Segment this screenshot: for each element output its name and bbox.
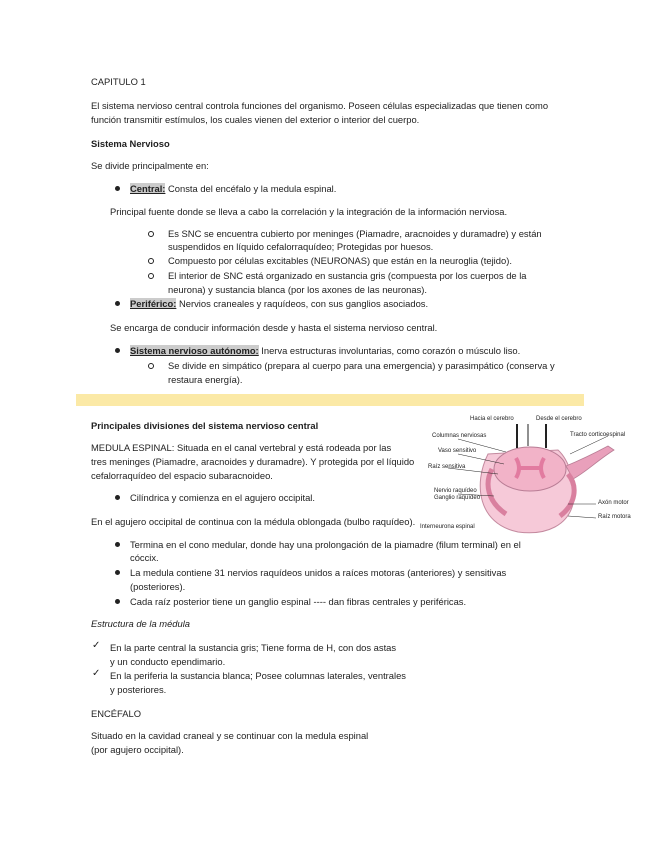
bullet <box>115 599 120 604</box>
circle-bullet <box>148 273 154 279</box>
medula-line-1: MEDULA ESPINAL: Situada en el canal vertebral y está rodeada por las <box>91 442 392 453</box>
central-item-1a: Es SNC se encuentra cubierto por meninges (Piamadre, aracnoides y duramadre) y están <box>168 228 542 239</box>
fig-label: Interneurona espinal <box>420 524 475 530</box>
highlight-band <box>76 394 584 406</box>
bullet <box>115 542 120 547</box>
central-item-2: Compuesto por células excitables (NEURONAS) que están en la neuroglia (tejido). <box>168 255 512 266</box>
spinal-cord-figure <box>418 414 648 538</box>
heading-sistema-nervioso: Sistema Nervioso <box>91 138 170 149</box>
medula-item-2a: La medula contiene 31 nervios raquídeos unidos a raíces motoras (anteriores) y sensitivas <box>130 567 507 578</box>
check-item-1a: En la parte central la sustancia gris; Tiene forma de H, con dos astas <box>110 642 397 653</box>
central-item-3b: neurona) y sustancia blanca (por los axones de las neuronas). <box>168 284 428 295</box>
check-item-2b: y posteriores. <box>110 684 167 695</box>
fig-label: Raíz sensitiva <box>428 464 466 470</box>
circle-bullet <box>148 231 154 237</box>
autonomo-item-1b: restaura energía). <box>168 374 243 385</box>
fig-label: Vaso sensitivo <box>438 448 477 454</box>
central-item-1b: suspendidos en líquido cefalorraquídeo; Protegidas por huesos. <box>168 241 434 252</box>
circle-bullet <box>148 363 154 369</box>
bullet <box>115 495 120 500</box>
autonomo-line <box>130 345 520 356</box>
fig-label: Raíz motora <box>598 514 631 520</box>
medula-item-1a: Termina en el cono medular, donde hay una prolongación de la piamadre (filum terminal) en el <box>130 539 521 550</box>
medula-line-3: cefalorraquídeo del espacio subaracnoideo. <box>91 470 273 481</box>
periferico-line <box>130 298 428 309</box>
encefalo-heading: ENCÉFALO <box>91 708 142 719</box>
heading-divisiones: Principales divisiones del sistema nervioso central <box>91 420 319 431</box>
autonomo-label: Sistema nervioso autónomo: <box>130 345 259 356</box>
bullet <box>115 348 120 353</box>
encefalo-line-2: (por agujero occipital). <box>91 744 184 755</box>
check-item-2a: En la periferia la sustancia blanca; Posee columnas laterales, ventrales <box>110 670 406 681</box>
divides-text: Se divide principalmente en: <box>91 160 209 171</box>
medula-item-3: Cada raíz posterior tiene un ganglio espinal ---- dan fibras centrales y periféricas. <box>130 596 467 607</box>
fig-label: Tracto corticoespinal <box>570 432 626 438</box>
circle-bullet <box>148 258 154 264</box>
intro-line-1: El sistema nervioso central controla funciones del organismo. Poseen células especializadas que tienen como <box>91 100 549 111</box>
medula-bullet: Cilíndrica y comienza en el agujero occipital. <box>130 492 315 503</box>
central-line <box>130 183 336 194</box>
central-label: Central: <box>130 183 166 194</box>
central-item-3a: El interior de SNC está organizado en sustancia gris (compuesta por los cuerpos de la <box>168 270 527 281</box>
central-sub: Principal fuente donde se lleva a cabo la correlación y la integración de la información nerviosa. <box>110 206 508 217</box>
fig-label: Columnas nerviosas <box>432 433 487 439</box>
fig-label: Axón motor <box>598 500 629 506</box>
periferico-sub: Se encarga de conducir información desde y hasta el sistema nervioso central. <box>110 322 438 333</box>
occipital-text: En el agujero occipital de continua con la médula oblongada (bulbo raquídeo). <box>91 516 416 527</box>
fig-label: Hacia el cerebro <box>470 416 514 422</box>
chapter-title: CAPITULO 1 <box>91 76 146 87</box>
encefalo-line-1: Situado en la cavidad craneal y se continuar con la medula espinal <box>91 730 369 741</box>
bullet <box>115 570 120 575</box>
medula-item-1b: cóccix. <box>130 552 159 563</box>
periferico-label: Periférico: <box>130 298 177 309</box>
medula-line-2: tres meninges (Piamadre, aracnoides y duramadre). Y protegida por el líquido <box>91 456 415 467</box>
autonomo-item-1a: Se divide en simpático (prepara al cuerpo para una emergencia) y parasimpático (conserva y <box>168 360 555 371</box>
central-text: Consta del encéfalo y la medula espinal. <box>165 183 337 194</box>
autonomo-text: Inerva estructuras involuntarias, como corazón o músculo liso. <box>258 345 521 356</box>
fig-label: Nervio raquídeo <box>434 488 477 494</box>
intro-line-2: función transmitir estímulos, los cuales vienen del exterior o interior del cuerpo. <box>91 114 420 125</box>
fig-label: Ganglio raquídeo <box>434 495 481 501</box>
bullet <box>115 186 120 191</box>
check-icon: ✓ <box>92 640 101 651</box>
fig-label: Desde el cerebro <box>536 416 582 422</box>
check-icon: ✓ <box>92 668 101 679</box>
medula-item-2b: (posteriores). <box>130 581 186 592</box>
periferico-text: Nervios craneales y raquídeos, con sus ganglios asociados. <box>176 298 429 309</box>
check-item-1b: y un conducto ependimario. <box>110 656 226 667</box>
bullet <box>115 301 120 306</box>
estructura-heading: Estructura de la médula <box>91 618 191 629</box>
